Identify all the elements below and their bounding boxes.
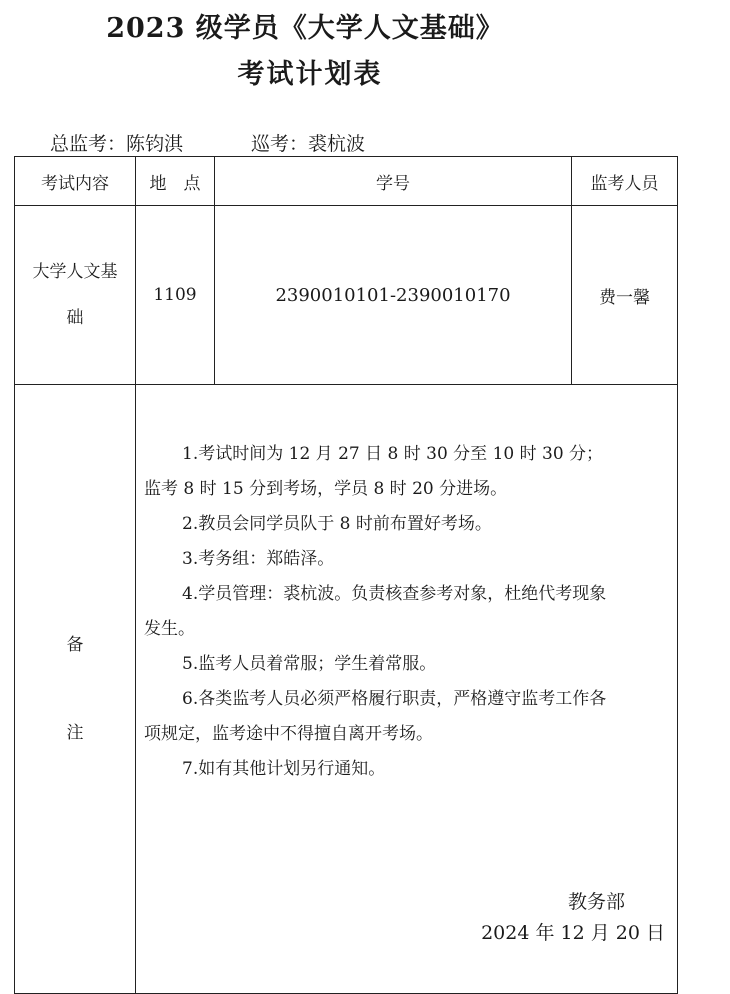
signature-block [481, 887, 665, 949]
table-header-row [15, 157, 678, 206]
issue-date: 2024 年 12 月 20 日 [481, 922, 665, 944]
header-subject: 考试内容 [15, 157, 136, 206]
note-line: 6.各类监考人员必须严格履行职责，严格遵守监考工作各 [182, 689, 607, 709]
remarks-content [136, 385, 678, 994]
header-location: 地 点 [136, 157, 215, 206]
note-line: 项规定，监考途中不得擅自离开考场。 [144, 724, 433, 744]
staff-line [50, 129, 365, 156]
cell-location: 1109 [136, 206, 215, 385]
remarks-label [15, 385, 136, 994]
note-line: 5.监考人员着常服；学生着常服。 [182, 654, 437, 674]
note-line: 4.学员管理：裘杭波。负责核查参考对象，杜绝代考现象 [182, 584, 607, 604]
header-invigilator: 监考人员 [572, 157, 678, 206]
exam-plan-table [14, 156, 678, 994]
subject-line-1: 大学人文基 [32, 262, 118, 282]
header-student-ids: 学号 [215, 157, 572, 206]
document-subtitle: 考试计划表 [237, 59, 383, 90]
remarks-label-1: 备 [66, 635, 84, 655]
note-line: 3.考务组：郑皓泽。 [182, 549, 335, 569]
cell-student-ids: 2390010101-2390010170 [215, 206, 572, 385]
table-row [15, 206, 678, 385]
remarks-label-2: 注 [66, 723, 84, 743]
cell-invigilator: 费一馨 [572, 206, 678, 385]
chief-invigilator: 总监考：陈钧淇 [50, 133, 184, 155]
note-line: 1.考试时间为 12 月 27 日 8 时 30 分至 10 时 30 分； [182, 444, 604, 464]
note-line: 监考 8 时 15 分到考场，学员 8 时 20 分进场。 [144, 479, 508, 499]
note-line: 发生。 [144, 619, 195, 639]
issuing-department: 教务部 [567, 891, 625, 913]
subject-line-2: 础 [66, 308, 84, 328]
note-line: 7.如有其他计划另行通知。 [182, 759, 386, 779]
note-line: 2.教员会同学员队于 8 时前布置好考场。 [182, 514, 492, 534]
patrol-inspector: 巡考：裘杭波 [251, 133, 366, 155]
document-title: 2023 级学员《大学人文基础》 [106, 13, 504, 44]
cell-subject [15, 206, 136, 385]
remarks-row [15, 385, 678, 994]
